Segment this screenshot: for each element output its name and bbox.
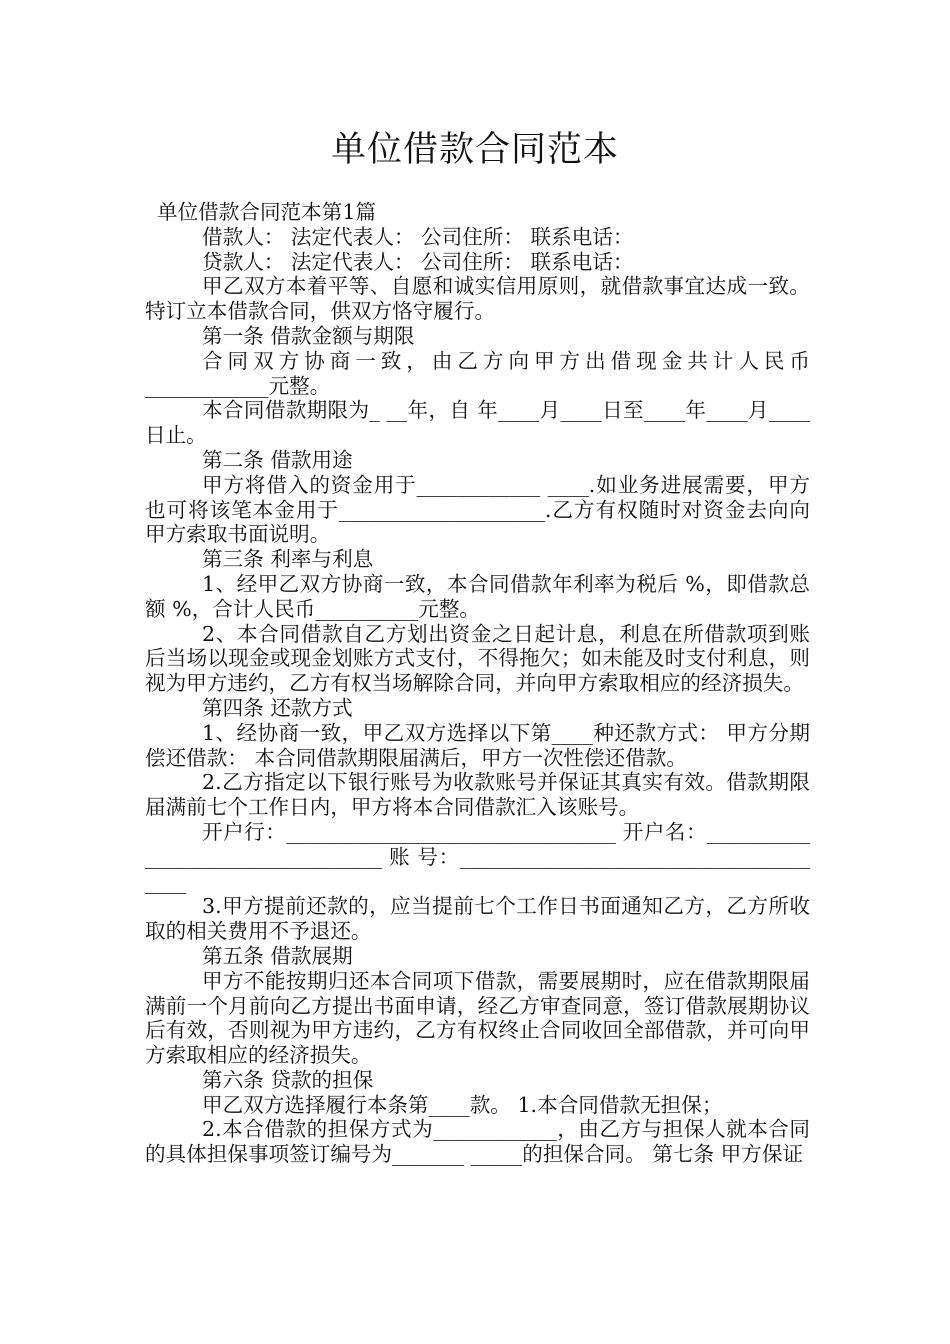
clause: 甲方将借入的资金用于____________ ____.如业务进展需要，甲方也可将该笔本金用于____________________.乙方有权随时对资金去向向甲方索取书面说明。 — [145, 472, 810, 547]
clause: 2、本合同借款自乙方划出资金之日起计息，利息在所借款项到账后当场以现金或现金划账方式支付，不得拖欠；如未能及时支付利息，则视为甲方违约，乙方有权当场解除合同，并向甲方索取相应的经济损失。 — [145, 621, 810, 696]
section-heading: 单位借款合同范本第1篇 — [157, 200, 377, 224]
clause: 1、经甲乙双方协商一致，本合同借款年利率为税后 %，即借款总额 %，合计人民币__________元整。 — [145, 571, 810, 621]
article-heading: 第一条 借款金额与期限 — [202, 323, 415, 348]
clause: 合同双方协商一致，由乙方向甲方出借现金共计人民币____________元整。 — [145, 348, 810, 398]
clause: 2.乙方指定以下银行账号为收款账号并保证其真实有效。借款期限届满前七个工作日内，甲方将本合同借款汇入该账号。 — [145, 770, 810, 820]
bank-account-line: 开户行：________________________________ 开户名：_________________________________ 账 号：______________________________________ — [145, 819, 810, 894]
document-title: 单位借款合同范本 — [330, 130, 619, 170]
clause: 1、经协商一致，甲乙双方选择以下第____种还款方式： 甲方分期偿还借款： 本合同借款期限届满后，甲方一次性偿还借款。 — [145, 720, 810, 770]
article-heading: 第三条 利率与利息 — [202, 547, 374, 572]
clause: 甲乙双方选择履行本条第____款。 1.本合同借款无担保； — [202, 1092, 723, 1117]
article-heading: 第二条 借款用途 — [202, 447, 353, 472]
lender-line: 贷款人： 法定代表人： 公司住所： 联系电话： — [202, 249, 634, 274]
article-heading: 第四条 还款方式 — [202, 695, 353, 720]
clause: 本合同借款期限为_ __年，自 年____月____日至____年____月____日止。 — [145, 398, 810, 448]
article-heading: 第六条 贷款的担保 — [202, 1067, 374, 1092]
preamble: 甲乙双方本着平等、自愿和诚实信用原则，就借款事宜达成一致。特订立本借款合同，供双方恪守履行。 — [145, 274, 810, 324]
borrower-line: 借款人： 法定代表人： 公司住所： 联系电话： — [202, 224, 634, 249]
clause: 3.甲方提前还款的，应当提前七个工作日书面通知乙方，乙方所收取的相关费用不予退还。 — [145, 894, 810, 944]
article-heading: 第五条 借款展期 — [202, 943, 353, 968]
clause: 2.本合借款的担保方式为____________，由乙方与担保人就本合同的具体担保事项签订编号为_______ _____的担保合同。 第七条 甲方保证 — [145, 1117, 810, 1167]
document-body — [145, 200, 810, 1167]
clause: 甲方不能按期归还本合同项下借款，需要展期时，应在借款期限届满前一个月前向乙方提出书面申请，经乙方审查同意，签订借款展期协议后有效，否则视为甲方违约，乙方有权终止合同收回全部借款，并可向甲方索取相应的经济损失。 — [145, 968, 810, 1068]
